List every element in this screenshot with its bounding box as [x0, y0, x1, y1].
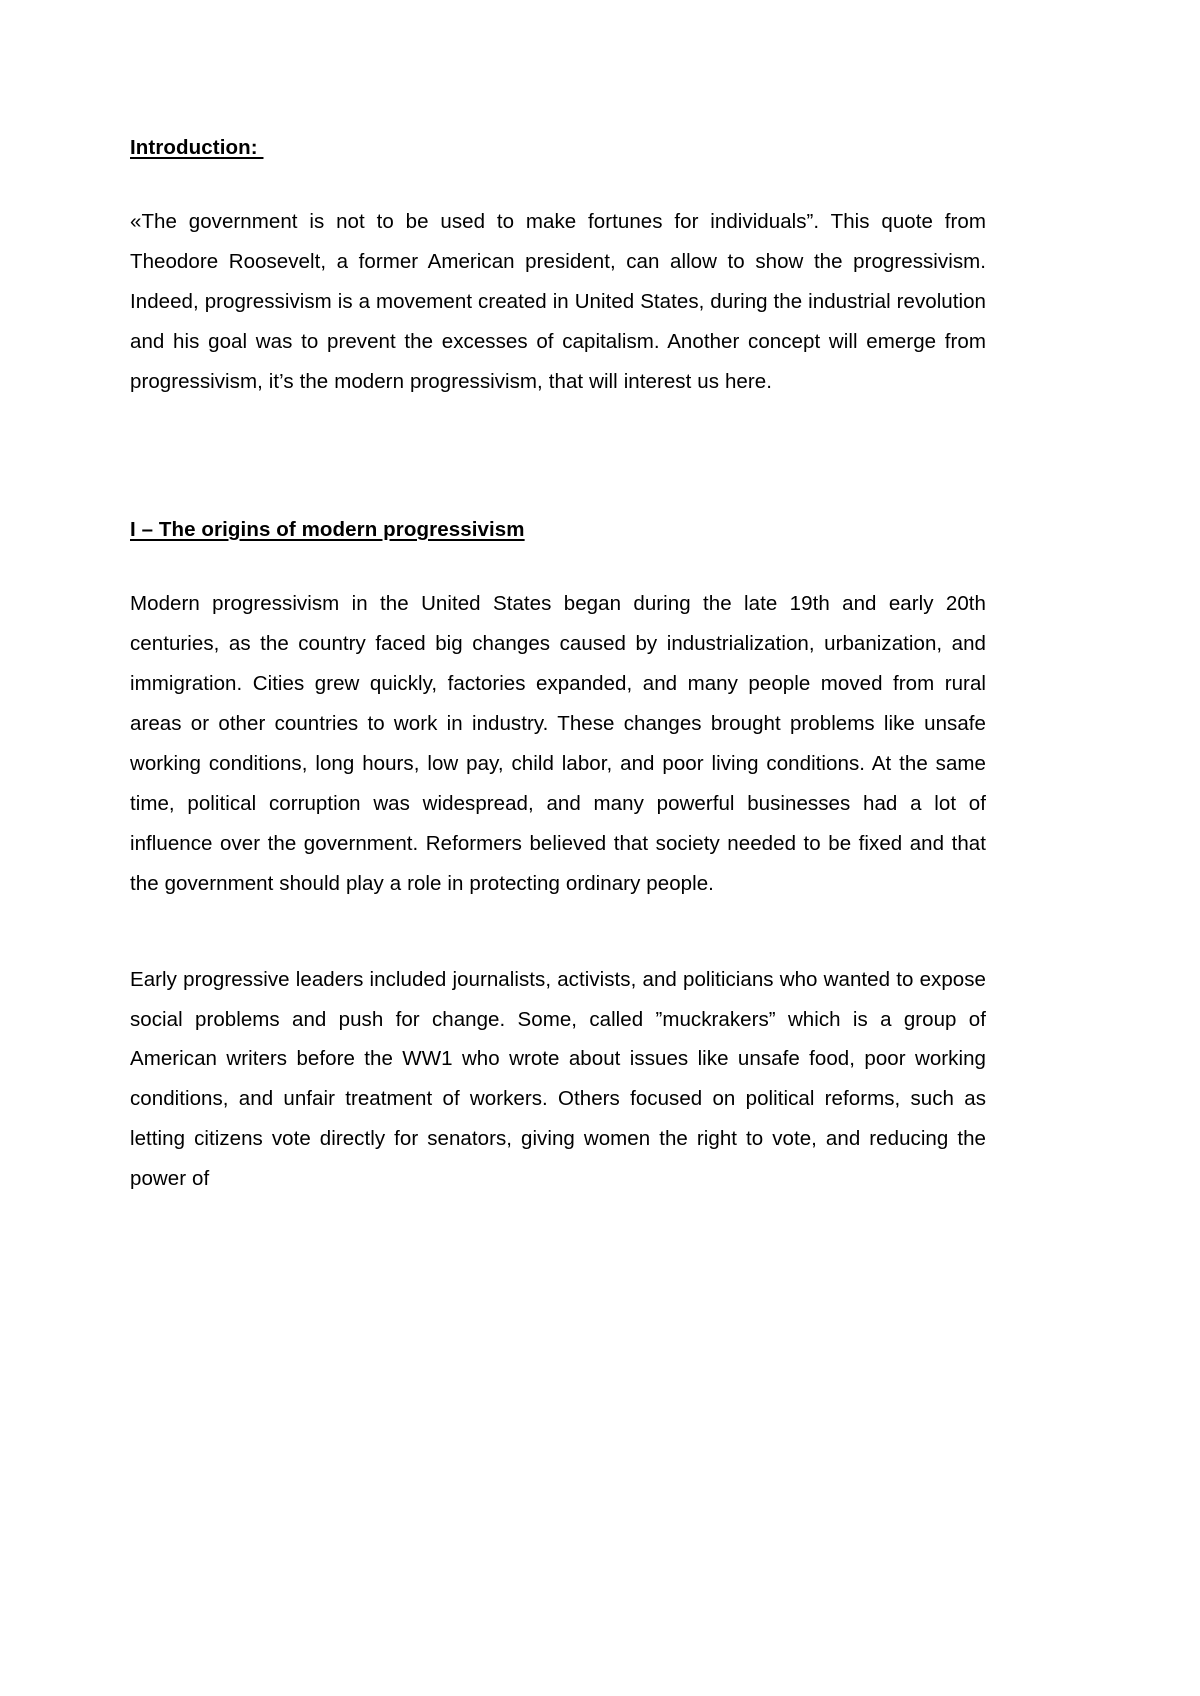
paragraph-origins-body: Modern progressivism in the United States began during the late 19th and early 20th centuries, as the country faced big changes caused by industrialization, urbanization, and immigration. Cities grew quickly, factories expanded, and many people moved from rural areas or other countries to work in industry. These changes brought problems like unsafe working conditions, long hours, low pay, child labor, and poor living conditions. At the same time, political corruption was widespread, and many powerful businesses had a lot of influence over the government. Reformers believed that society needed to be fixed and that the government should play a role in protecting ordinary people.	[130, 591, 986, 895]
spacer	[130, 402, 986, 510]
heading-introduction-text: Introduction:	[130, 136, 264, 159]
document-content	[130, 128, 986, 1199]
spacer	[130, 904, 986, 960]
heading-introduction	[130, 128, 986, 168]
heading-section-one-text: I – The origins of modern progressivism	[130, 517, 525, 541]
spacer	[130, 550, 986, 584]
spacer	[130, 168, 986, 202]
paragraph-introduction-body: «The government is not to be used to make fortunes for individuals”. This quote from Theodore Roosevelt, a former American president, can allow to show the progressivism. Indeed, progressivism is a movement created in United States, during the industrial revolution and his goal was to prevent the excesses of capitalism. Another concept will emerge from progressivism, it’s the modern progressivism, that will interest us here.	[130, 209, 987, 393]
paragraph-leaders-body: Early progressive leaders included journalists, activists, and politicians who wanted to expose social problems and push for change. Some, called ”muckrakers” which is a group of American writers before the WW1 who wrote about issues like unsafe food, poor working conditions, and unfair treatment of workers. Others focused on political reforms, such as letting citizens vote directly for senators, giving women the right to vote, and reducing the power of	[130, 967, 986, 1191]
heading-section-one	[130, 510, 986, 550]
